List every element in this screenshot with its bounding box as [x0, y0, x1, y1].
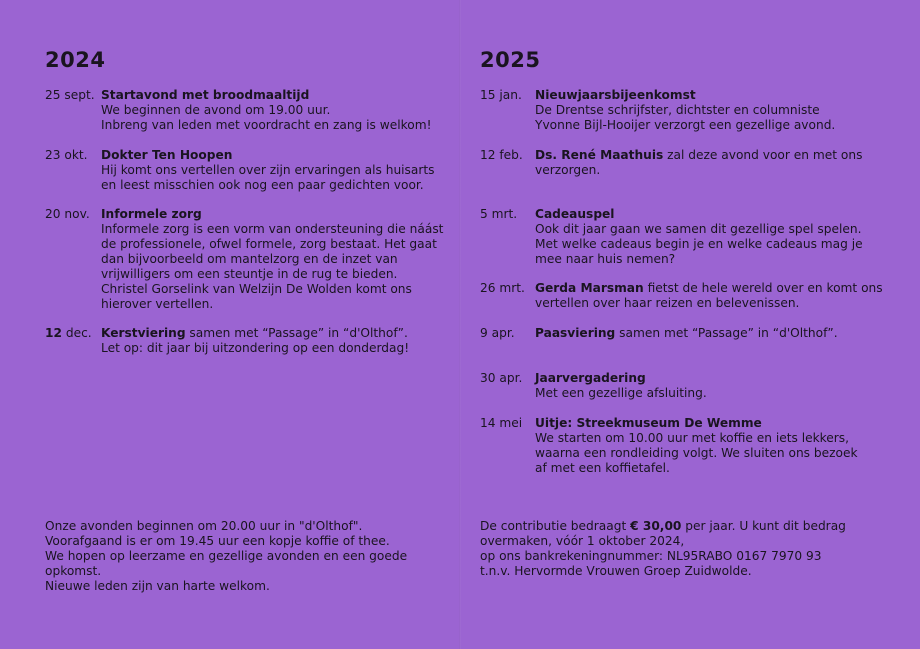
footer-line: Onze avonden beginnen om 20.00 uur in "d'Olthof". — [45, 519, 363, 533]
entry-line: We beginnen de avond om 19.00 uur. — [101, 103, 331, 117]
footer-line: Voorafgaand is er om 19.45 uur een kopje koffie of thee. — [45, 534, 390, 548]
footer-line: Nieuwe leden zijn van harte welkom. — [45, 579, 270, 593]
entry-date: 30 apr. — [480, 371, 523, 385]
agenda-entry-feb — [480, 148, 910, 178]
footer-line: We hopen op leerzame en gezellige avonden en een goede — [45, 549, 408, 563]
year-heading-2024: 2024 — [45, 48, 106, 72]
agenda-entry-nov — [45, 207, 455, 312]
entry-line: dan bijvoorbeeld om mantelzorg en de inzet van — [101, 252, 398, 266]
entry-date: 12 feb. — [480, 148, 523, 162]
agenda-entry-sept — [45, 88, 455, 133]
agenda-entry-okt — [45, 148, 455, 193]
entry-line: mee naar huis nemen? — [535, 252, 676, 266]
footer-line: opkomst. — [45, 564, 102, 578]
entry-title: Cadeauspel — [535, 207, 615, 221]
entry-line: verzorgen. — [535, 163, 601, 177]
entry-line: Yvonne Bijl-Hooijer verzorgt een gezellige avond. — [535, 118, 836, 132]
footer-line: op ons bankrekeningnummer: NL95RABO 0167 7970 93 — [480, 549, 822, 563]
entry-line: Met welke cadeaus begin je en welke cadeaus mag je — [535, 237, 863, 251]
entry-title: Dokter Ten Hoopen — [101, 148, 233, 162]
entry-title: Nieuwjaarsbijeenkomst — [535, 88, 696, 102]
footer-line: t.n.v. Hervormde Vrouwen Groep Zuidwolde. — [480, 564, 752, 578]
entry-title: Uitje: Streekmuseum De Wemme — [535, 416, 762, 430]
entry-line: hierover vertellen. — [101, 297, 214, 311]
year-heading-2025: 2025 — [480, 48, 541, 72]
entry-line: Hij komt ons vertellen over zijn ervaringen als huisarts — [101, 163, 435, 177]
entry-line: waarna een rondleiding volgt. We sluiten ons bezoek — [535, 446, 858, 460]
entry-line: en leest misschien ook nog een paar gedichten voor. — [101, 178, 424, 192]
agenda-entry-apr9 — [480, 326, 910, 341]
entry-date: 15 jan. — [480, 88, 522, 102]
right-page — [460, 0, 920, 649]
entry-date: 23 okt. — [45, 148, 88, 162]
entry-line: Met een gezellige afsluiting. — [535, 386, 707, 400]
entry-title-suffix: zal deze avond voor en met ons — [663, 148, 863, 162]
entry-date: 12 dec. — [45, 326, 92, 340]
entry-title: Jaarvergadering — [535, 371, 646, 385]
agenda-entry-mrt26 — [480, 281, 910, 311]
agenda-entry-jan — [480, 88, 910, 133]
entry-title-suffix: fietst de hele wereld over en komt ons — [643, 281, 883, 295]
entry-title: Startavond met broodmaaltijd — [101, 88, 310, 102]
entry-line: vertellen over haar reizen en belevenissen. — [535, 296, 800, 310]
entry-line: Ook dit jaar gaan we samen dit gezellige spel spelen. — [535, 222, 862, 236]
entry-line: vrijwilligers om een steuntje in de rug te bieden. — [101, 267, 398, 281]
entry-date: 20 nov. — [45, 207, 90, 221]
entry-line: af met een koffietafel. — [535, 461, 670, 475]
entry-line: de professionele, ofwel formele, zorg bestaat. Het gaat — [101, 237, 437, 251]
entry-date: 26 mrt. — [480, 281, 525, 295]
agenda-entry-mei — [480, 416, 910, 476]
entry-title: Ds. René Maathuis — [535, 148, 664, 162]
left-footer — [45, 519, 445, 594]
entry-title: Paasviering — [535, 326, 616, 340]
entry-date: 25 sept. — [45, 88, 95, 102]
agenda-entry-apr30 — [480, 371, 910, 401]
entry-line: Informele zorg is een vorm van ondersteuning die náást — [101, 222, 444, 236]
entry-date: 14 mei — [480, 416, 523, 430]
contribution-amount: € 30,00 — [630, 519, 682, 533]
entry-title-suffix: samen met “Passage” in “d'Olthof”. — [185, 326, 408, 340]
footer-line: De contributie bedraagt € 30,00 per jaar. U kunt dit bedrag — [480, 519, 846, 533]
agenda-entry-dec — [45, 326, 455, 356]
entry-line: We starten om 10.00 uur met koffie en iets lekkers, — [535, 431, 850, 445]
entry-date: 9 apr. — [480, 326, 515, 340]
entry-title: Informele zorg — [101, 207, 202, 221]
entry-line: Christel Gorselink van Welzijn De Wolden komt ons — [101, 282, 412, 296]
footer-line: overmaken, vóór 1 oktober 2024, — [480, 534, 685, 548]
entry-title: Kerstviering — [101, 326, 186, 340]
entry-line: Let op: dit jaar bij uitzondering op een donderdag! — [101, 341, 410, 355]
right-footer — [480, 519, 900, 579]
entry-line: Inbreng van leden met voordracht en zang is welkom! — [101, 118, 432, 132]
entry-line: De Drentse schrijfster, dichtster en columniste — [535, 103, 820, 117]
entry-date: 5 mrt. — [480, 207, 518, 221]
entry-title: Gerda Marsman — [535, 281, 644, 295]
entry-title-suffix: samen met “Passage” in “d'Olthof”. — [615, 326, 838, 340]
agenda-entry-mrt5 — [480, 207, 910, 267]
